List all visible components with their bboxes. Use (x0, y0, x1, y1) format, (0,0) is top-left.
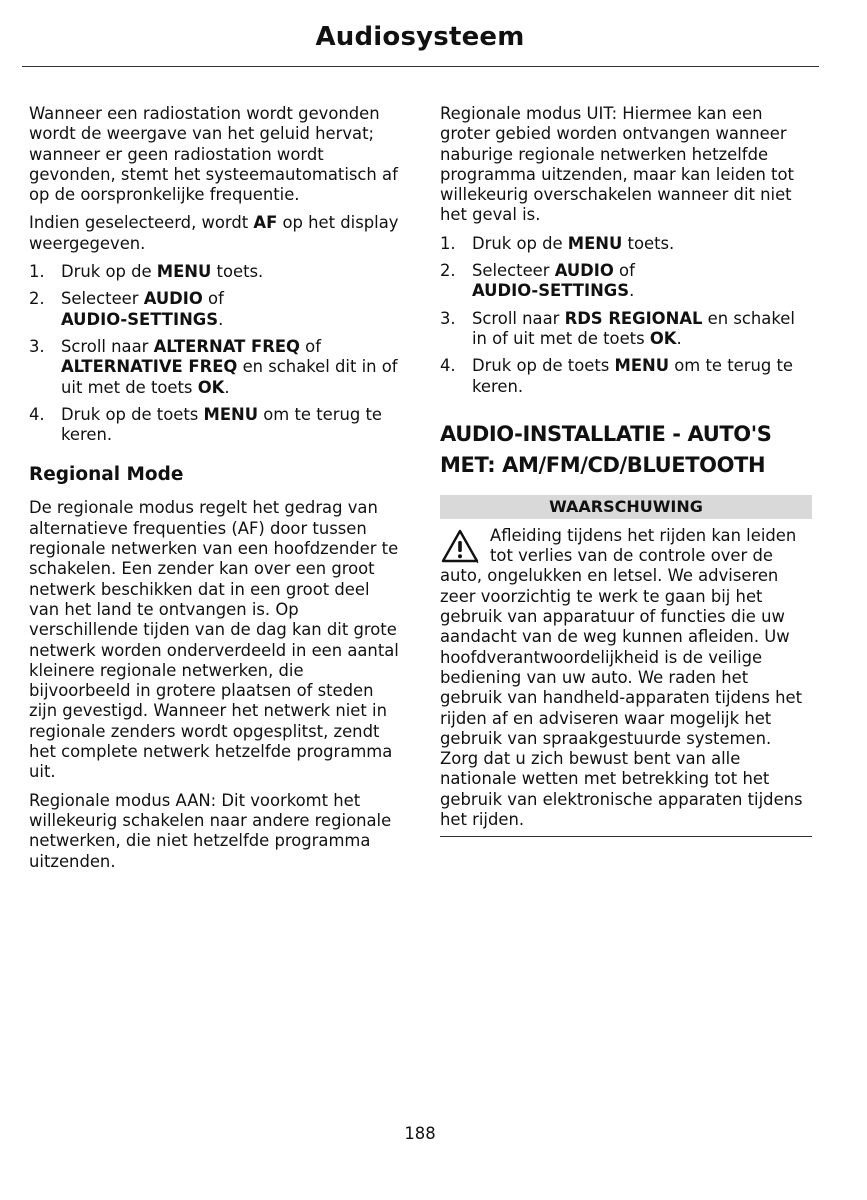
text: Druk op de (61, 262, 157, 282)
list-item (440, 234, 814, 254)
text: om te terug te keren. (61, 404, 382, 445)
bold-term: AF (253, 213, 278, 233)
step-number: 4. (29, 404, 45, 424)
bold-term: AUDIO (554, 261, 614, 281)
bold-term: OK (197, 377, 225, 397)
header-divider (22, 66, 819, 67)
text: . (676, 328, 682, 348)
text: of (613, 261, 635, 281)
text: Druk op de toets (61, 404, 204, 424)
section-heading: AUDIO-INSTALLATIE - AUTO'S MET: AM/FM/CD/BLUETOOTH (440, 421, 772, 477)
warning-text: Afleiding tijdens het rijden kan leiden tot verlies van de controle over de auto, ongelukken en letsel. We adviseren zeer voorzichtig te werk te gaan bij het gebruik van apparatuur of functies die uw aandacht van de weg kunnen afleiden. Uw hoofdverantwoordelijkheid is de veilige bediening van uw auto. We raden het gebruik van handheld-apparaten tijdens het rijden af en adviseren waar mogelijk het gebruik van spraakgestuurde systemen. Zorg dat u zich bewust bent van alle nationale wetten met betrekking tot het gebruik van elektronische apparaten tijdens het rijden. (440, 525, 803, 830)
step-list (29, 262, 403, 445)
step-number: 3. (29, 336, 45, 356)
step-list (440, 234, 814, 397)
bold-term: AUDIO-SETTINGS (472, 281, 630, 301)
text: toets. (622, 233, 675, 253)
bold-term: MENU (156, 262, 212, 282)
subheading: Regional Mode (29, 464, 184, 486)
text: Scroll naar (472, 308, 565, 328)
step-number: 3. (440, 308, 456, 328)
warning-triangle-icon (440, 528, 480, 566)
step-number: 2. (440, 261, 456, 281)
list-item (29, 405, 403, 446)
text: . (629, 281, 635, 301)
list-item (440, 309, 814, 350)
list-item (29, 262, 403, 282)
page-number: 188 (404, 1124, 436, 1143)
paragraph (29, 213, 403, 254)
text: Druk op de (472, 233, 568, 253)
list-item (440, 356, 814, 397)
text: en schakel in of uit met de toets (472, 308, 795, 348)
bold-term: MENU (614, 356, 670, 376)
step-number: 2. (29, 289, 45, 309)
left-column (29, 104, 403, 880)
list-item (29, 337, 403, 398)
page-title: Audiosysteem (315, 22, 525, 52)
text: Selecteer (472, 261, 555, 281)
text: toets. (211, 262, 264, 282)
text: of (202, 289, 224, 309)
bold-term: MENU (203, 404, 259, 424)
text: . (224, 377, 230, 397)
text: Indien geselecteerd, wordt (29, 213, 254, 233)
list-item (440, 261, 814, 302)
text: Druk op de toets (472, 356, 615, 376)
text: Scroll naar (61, 336, 154, 356)
list-item (29, 289, 403, 330)
text: op het display weergegeven. (29, 213, 399, 253)
paragraph: De regionale modus regelt het gedrag van alternatieve frequenties (AF) door tussen regionale netwerken van een hoofdzender te schakelen. Een zender kan over een groot netwerk beschikken dat in een groot deel van het land te ontvangen is. Op verschillende tijden van de dag kan dit grote netwerk worden onderverdeeld in een aantal kleinere regionale netwerken, die bijvoorbeeld in grotere plaatsen of steden zijn gevestigd. Wanneer het netwerk niet in regionale zenders wordt opgesplitst, zendt het complete netwerk hetzelfde programma uit. (29, 498, 399, 782)
warning-box (440, 526, 814, 837)
text: en schakel dit in of uit met de toets (61, 357, 398, 397)
bold-term: RDS REGIONAL (564, 308, 703, 328)
bold-term: ALTERNATIVE FREQ (61, 357, 238, 377)
bold-term: OK (649, 328, 677, 348)
bold-term: AUDIO-SETTINGS (61, 309, 219, 329)
paragraph: Regionale modus AAN: Dit voorkomt het willekeurig schakelen naar andere regionale netwerken, die niet hetzelfde programma uitzenden. (29, 790, 392, 871)
bold-term: ALTERNAT FREQ (153, 336, 300, 356)
text: om te terug te keren. (472, 356, 793, 396)
text: of (299, 336, 321, 356)
text: Selecteer (61, 289, 144, 309)
bold-term: AUDIO (143, 289, 203, 309)
paragraph: Regionale modus UIT: Hiermee kan een groter gebied worden ontvangen wanneer naburige regionale netwerken hetzelfde programma uitzenden, maar kan leiden tot willekeurig overschakelen wanneer dit niet het geval is. (440, 104, 794, 225)
bold-term: MENU (567, 233, 623, 253)
text: . (218, 309, 224, 329)
step-number: 4. (440, 356, 456, 376)
step-number: 1. (440, 233, 456, 253)
warning-label: WAARSCHUWING (440, 495, 812, 519)
step-number: 1. (29, 262, 45, 282)
warning-divider (440, 836, 812, 837)
paragraph: Wanneer een radiostation wordt gevonden wordt de weergave van het geluid hervat; wanneer er geen radiostation wordt gevonden, stemt het systeemautomatisch af op de oorspronkelijke frequentie. (29, 104, 398, 205)
right-column (440, 104, 814, 837)
